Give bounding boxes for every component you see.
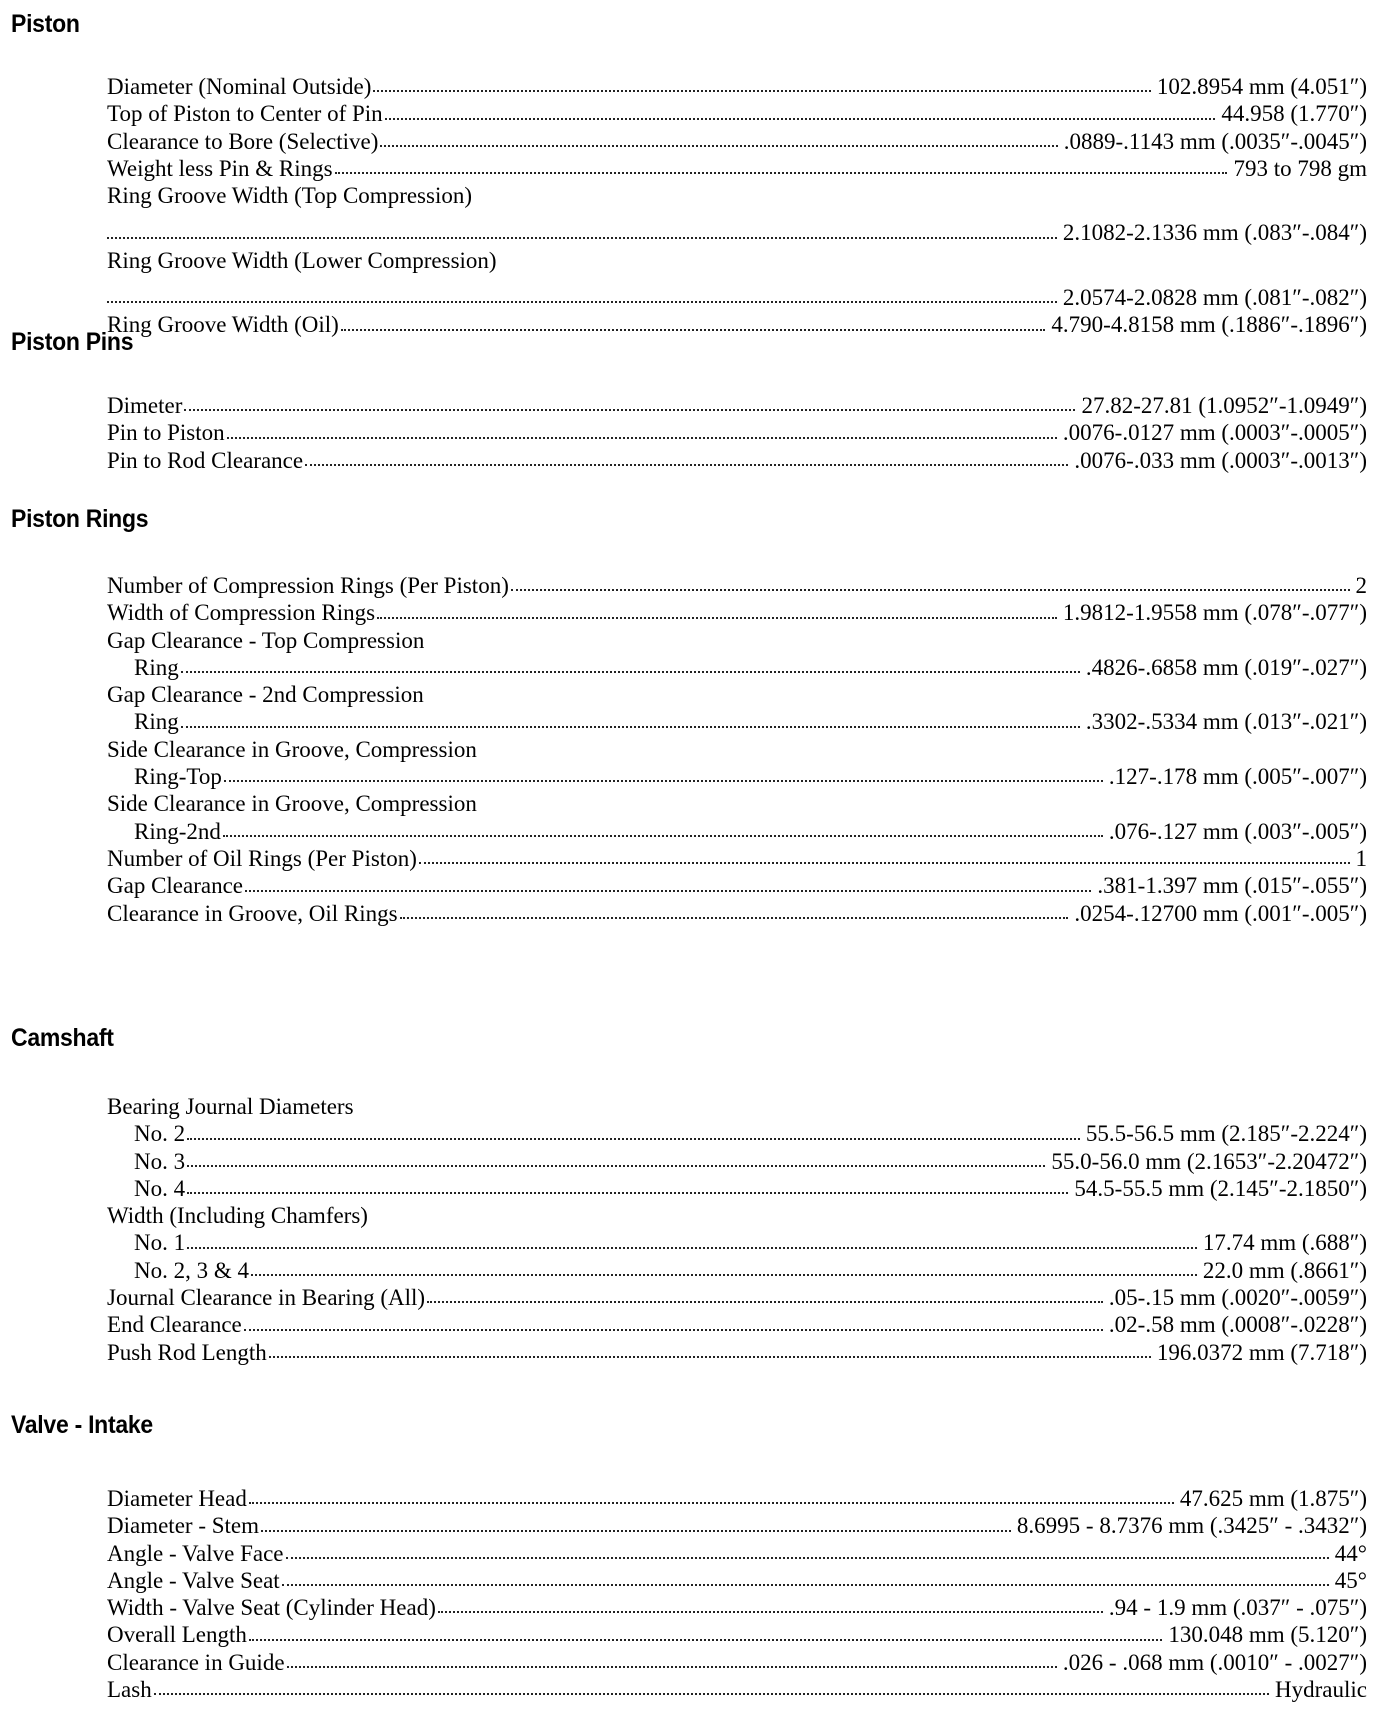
spec-value: 793 to 798 gm	[1233, 155, 1367, 181]
dot-leader	[223, 835, 1103, 837]
spec-row-heading	[107, 736, 1367, 763]
spec-label: Ring Groove Width (Oil)	[107, 312, 339, 338]
spec-row	[107, 708, 1367, 735]
spec-row-heading	[107, 790, 1367, 817]
dot-leader	[154, 1693, 1269, 1695]
spec-row-heading	[107, 247, 1367, 274]
spec-row	[107, 284, 1367, 311]
dot-leader	[438, 1611, 1103, 1613]
dot-leader	[249, 1639, 1162, 1641]
dot-leader	[373, 90, 1150, 92]
spec-value: 22.0 mm (.8661″)	[1202, 1257, 1367, 1283]
spec-row	[107, 599, 1367, 626]
spec-label: Number of Compression Rings (Per Piston)	[107, 573, 509, 598]
spec-value: .0076-.0127 mm (.0003″-.0005″)	[1062, 420, 1367, 446]
spec-row	[107, 1676, 1367, 1703]
spec-row	[107, 1594, 1367, 1621]
dot-leader	[269, 1356, 1151, 1358]
spec-value: .127-.178 mm (.005″-.007″)	[1108, 764, 1367, 790]
spec-value: 44.958 (1.770″)	[1221, 101, 1367, 127]
spec-value: 8.6995 - 8.7376 mm (.3425″ - .3432″)	[1016, 1513, 1367, 1539]
spec-list	[107, 572, 1367, 927]
spec-row-heading	[107, 1093, 1367, 1120]
spec-value: 47.625 mm (1.875″)	[1179, 1486, 1367, 1511]
spec-list	[107, 1485, 1367, 1703]
spec-value: 54.5-55.5 mm (2.145″-2.1850″)	[1074, 1175, 1367, 1201]
spec-value: 27.82-27.81 (1.0952″-1.0949″)	[1081, 393, 1367, 418]
spec-label: Width of Compression Rings	[107, 600, 376, 626]
dot-leader	[335, 172, 1228, 174]
spec-row	[107, 1257, 1367, 1284]
spec-row	[107, 1540, 1367, 1567]
dot-leader	[341, 329, 1046, 331]
spec-list	[107, 73, 1367, 339]
section-heading: Piston Rings	[11, 505, 149, 533]
dot-leader	[287, 1666, 1057, 1668]
spec-row	[107, 155, 1367, 182]
spec-label: Width (Including Chamfers)	[107, 1203, 368, 1229]
spec-label: Angle - Valve Seat	[107, 1567, 280, 1593]
dot-leader	[511, 589, 1350, 591]
spec-value: 102.8954 mm (4.051″)	[1156, 74, 1367, 99]
spec-row	[107, 1512, 1367, 1539]
dot-leader	[282, 1584, 1329, 1586]
spec-row-heading	[107, 182, 1367, 209]
spec-label: Ring Groove Width (Top Compression)	[107, 183, 473, 209]
spec-row	[107, 1120, 1367, 1147]
spec-label: Gap Clearance - Top Compression	[107, 627, 425, 653]
spec-row	[107, 1485, 1367, 1512]
spec-label: Diameter (Nominal Outside)	[107, 74, 372, 99]
spec-label: Diameter Head	[107, 1486, 247, 1511]
spec-label: Width - Valve Seat (Cylinder Head)	[107, 1595, 436, 1621]
dot-leader	[181, 726, 1080, 728]
spec-label: Clearance in Guide	[107, 1649, 285, 1675]
dot-leader	[419, 862, 1350, 864]
spec-label: Diameter - Stem	[107, 1513, 260, 1539]
spec-row	[107, 818, 1367, 845]
spec-row	[107, 1649, 1367, 1676]
spec-label: Clearance to Bore (Selective)	[107, 128, 379, 154]
spec-label: Number of Oil Rings (Per Piston)	[107, 845, 417, 871]
spec-value: .0889-.1143 mm (.0035″-.0045″)	[1063, 128, 1367, 154]
spec-label: Ring	[134, 709, 179, 735]
spec-value: 1.9812-1.9558 mm (.078″-.077″)	[1062, 600, 1367, 626]
spec-value: .026 - .068 mm (.0010″ - .0027″)	[1062, 1649, 1367, 1675]
spec-row	[107, 572, 1367, 599]
spec-label: No. 1	[134, 1230, 186, 1256]
spec-value: 130.048 mm (5.120″)	[1168, 1622, 1367, 1648]
spec-row	[107, 219, 1367, 246]
spec-row	[107, 1567, 1367, 1594]
dot-leader	[377, 617, 1057, 619]
spec-label: Ring Groove Width (Lower Compression)	[107, 247, 497, 273]
spec-label: No. 4	[134, 1175, 186, 1201]
spec-label: Push Rod Length	[107, 1339, 267, 1365]
dot-leader	[187, 1138, 1080, 1140]
dot-leader	[249, 1502, 1174, 1504]
spec-label: Clearance in Groove, Oil Rings	[107, 900, 398, 926]
spec-row-heading	[107, 1202, 1367, 1229]
dot-leader	[385, 118, 1216, 120]
dot-leader	[181, 671, 1080, 673]
spec-row	[107, 73, 1367, 100]
spec-value: 4.790-4.8158 mm (.1886″-.1896″)	[1051, 312, 1367, 338]
spec-label: Dimeter	[107, 393, 183, 418]
spec-value: .02-.58 mm (.0008″-.0228″)	[1108, 1312, 1367, 1338]
spec-label: Lash	[107, 1677, 152, 1703]
dot-leader	[224, 780, 1103, 782]
section-heading: Piston	[11, 10, 80, 38]
dot-leader	[251, 1274, 1197, 1276]
spec-row	[107, 311, 1367, 338]
spec-row-heading	[107, 681, 1367, 708]
spec-value: Hydraulic	[1275, 1677, 1367, 1703]
spec-list	[107, 1093, 1367, 1366]
spec-label: No. 2, 3 & 4	[134, 1257, 249, 1283]
spec-value: .0076-.033 mm (.0003″-.0013″)	[1074, 447, 1367, 473]
spec-label: Pin to Piston	[107, 420, 225, 446]
spec-row	[107, 1339, 1367, 1366]
dot-leader	[187, 1165, 1045, 1167]
spec-label: Ring-Top	[134, 764, 222, 790]
section-heading: Valve - Intake	[11, 1411, 153, 1439]
spec-label: Journal Clearance in Bearing (All)	[107, 1285, 426, 1311]
spec-value: 1	[1355, 845, 1367, 871]
spec-value: 196.0372 mm (7.718″)	[1156, 1339, 1367, 1365]
spec-label: No. 3	[134, 1148, 186, 1174]
spec-value: 45°	[1334, 1567, 1367, 1593]
spec-label: Top of Piston to Center of Pin	[107, 101, 383, 127]
spec-row	[107, 900, 1367, 927]
spec-label: Gap Clearance	[107, 873, 244, 899]
spec-value: .94 - 1.9 mm (.037″ - .075″)	[1108, 1595, 1367, 1621]
spec-value: .4826-.6858 mm (.019″-.027″)	[1085, 654, 1367, 680]
spec-row	[107, 128, 1367, 155]
spec-value: 55.5-56.5 mm (2.185″-2.224″)	[1085, 1121, 1367, 1147]
spec-value: 2.0574-2.0828 mm (.081″-.082″)	[1062, 285, 1367, 311]
dot-leader	[107, 237, 1057, 239]
dot-leader	[245, 890, 1091, 892]
spec-row	[107, 1621, 1367, 1648]
spec-row-heading	[107, 627, 1367, 654]
dot-leader	[244, 1329, 1103, 1331]
spec-row	[107, 1148, 1367, 1175]
spec-label: Ring	[134, 654, 179, 680]
dot-leader	[305, 464, 1068, 466]
spec-row	[107, 100, 1367, 127]
spec-row	[107, 1175, 1367, 1202]
spec-value: 44°	[1334, 1540, 1367, 1566]
spec-value: 2.1082-2.1336 mm (.083″-.084″)	[1062, 220, 1367, 246]
dot-leader	[107, 301, 1057, 303]
spec-label: Ring-2nd	[134, 818, 221, 844]
spec-list	[107, 392, 1367, 474]
spec-label: Gap Clearance - 2nd Compression	[107, 682, 424, 708]
dot-leader	[184, 409, 1075, 411]
spec-label: Pin to Rod Clearance	[107, 447, 304, 473]
spec-label: Side Clearance in Groove, Compression	[107, 736, 477, 762]
section-heading: Piston Pins	[11, 328, 134, 356]
spec-label: Side Clearance in Groove, Compression	[107, 791, 477, 817]
spec-value: .381-1.397 mm (.015″-.055″)	[1097, 873, 1367, 899]
spec-label: No. 2	[134, 1121, 186, 1147]
spec-label: Bearing Journal Diameters	[107, 1094, 354, 1119]
spec-row	[107, 763, 1367, 790]
dot-leader	[286, 1557, 1329, 1559]
dot-leader	[187, 1192, 1068, 1194]
spec-row	[107, 1229, 1367, 1256]
spec-row	[107, 1284, 1367, 1311]
dot-leader	[261, 1530, 1011, 1532]
spec-value: 2	[1355, 573, 1367, 598]
spec-value: 55.0-56.0 mm (2.1653″-2.20472″)	[1051, 1148, 1367, 1174]
spec-value: 17.74 mm (.688″)	[1202, 1230, 1367, 1256]
spec-label: Overall Length	[107, 1622, 247, 1648]
spec-label: End Clearance	[107, 1312, 242, 1338]
spec-value: .3302-.5334 mm (.013″-.021″)	[1085, 709, 1367, 735]
dot-leader	[380, 145, 1057, 147]
section-heading: Camshaft	[11, 1024, 114, 1052]
dot-leader	[187, 1247, 1197, 1249]
spec-value: .0254-.12700 mm (.001″-.005″)	[1074, 900, 1367, 926]
spec-label: Angle - Valve Face	[107, 1540, 284, 1566]
spec-row	[107, 392, 1367, 419]
spec-row	[107, 872, 1367, 899]
spec-row	[107, 1311, 1367, 1338]
spec-value: .05-.15 mm (.0020″-.0059″)	[1108, 1285, 1367, 1311]
spec-value: .076-.127 mm (.003″-.005″)	[1108, 818, 1367, 844]
dot-leader	[427, 1301, 1103, 1303]
spec-row	[107, 845, 1367, 872]
dot-leader	[400, 917, 1069, 919]
spec-row	[107, 419, 1367, 446]
spec-label: Weight less Pin & Rings	[107, 155, 333, 181]
dot-leader	[227, 437, 1057, 439]
spec-row	[107, 654, 1367, 681]
spec-row	[107, 447, 1367, 474]
